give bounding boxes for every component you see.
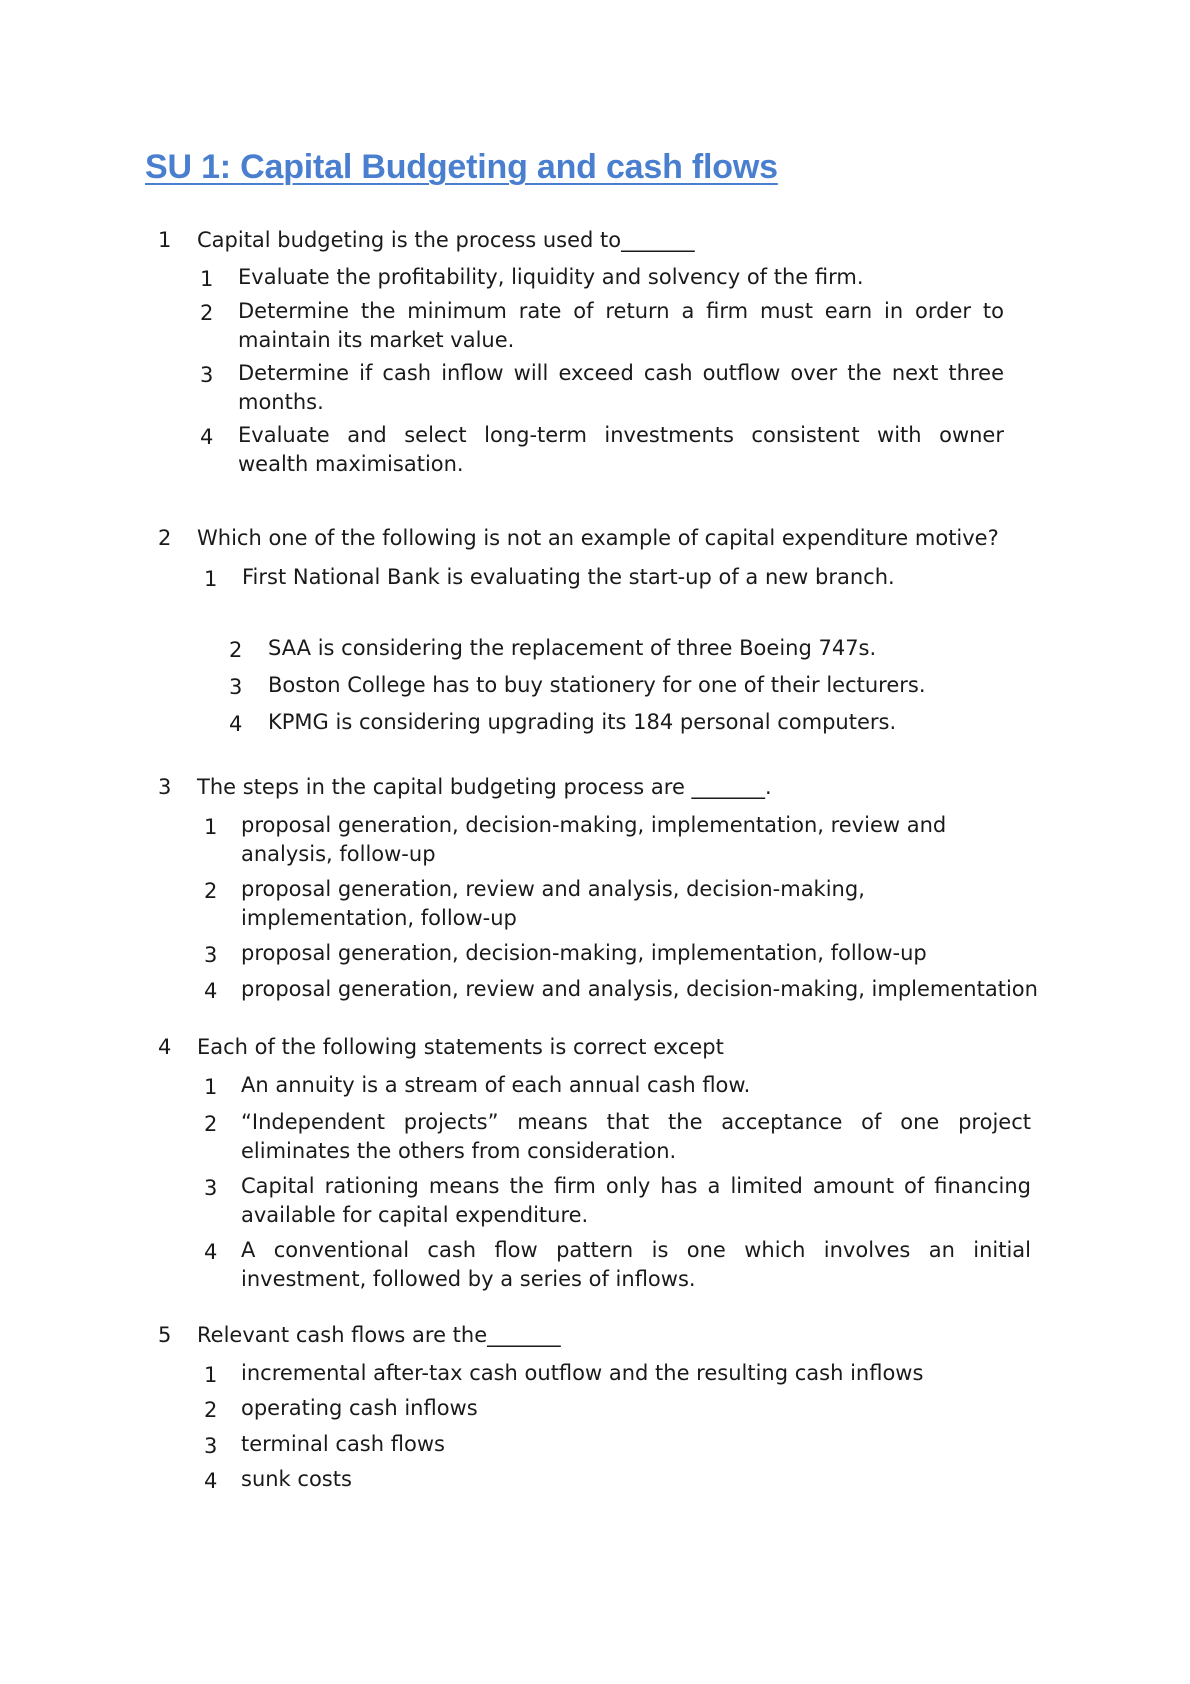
option-number: 2: [229, 638, 243, 662]
option-number: 4: [204, 979, 218, 1003]
option-number: 1: [204, 567, 218, 591]
option-number: 2: [200, 301, 214, 325]
option-text: Capital rationing means the firm only has a limited amount of financing available for capital expenditure.: [241, 1174, 1031, 1227]
option-text: sunk costs: [241, 1467, 352, 1491]
option-text: proposal generation, decision-making, implementation, follow-up: [241, 941, 927, 965]
option-text: operating cash inflows: [241, 1396, 478, 1420]
option-text: First National Bank is evaluating the start-up of a new branch.: [242, 565, 895, 589]
option-text: proposal generation, review and analysis, decision-making, implementation: [241, 977, 1038, 1001]
option-text: Evaluate and select long-term investments consistent with owner wealth maximisation.: [238, 423, 1004, 476]
question-number: 4: [158, 1035, 172, 1059]
option-text: proposal generation, decision-making, implementation, review and analysis, follow-up: [241, 813, 947, 866]
question-text: The steps in the capital budgeting process are _______.: [197, 775, 772, 799]
option-number: 4: [229, 712, 243, 736]
question-number: 2: [158, 526, 172, 550]
option-number: 4: [200, 425, 214, 449]
option-text: A conventional cash flow pattern is one which involves an initial investment, followed by a series of inflows.: [241, 1238, 1031, 1291]
option-text: KPMG is considering upgrading its 184 personal computers.: [268, 710, 897, 734]
option-text: terminal cash flows: [241, 1432, 445, 1456]
option-text: “Independent projects” means that the acceptance of one project eliminates the others from consideration.: [241, 1110, 1031, 1163]
option-number: 2: [204, 1112, 218, 1136]
option-number: 3: [204, 1176, 218, 1200]
option-number: 1: [204, 1363, 218, 1387]
option-text: SAA is considering the replacement of three Boeing 747s.: [268, 636, 877, 660]
option-text: Evaluate the profitability, liquidity and solvency of the firm.: [238, 265, 864, 289]
question-text: Capital budgeting is the process used to_______: [197, 228, 695, 252]
question-number: 1: [158, 228, 172, 252]
option-number: 1: [200, 267, 214, 291]
option-text: incremental after-tax cash outflow and the resulting cash inflows: [241, 1361, 924, 1385]
question-text: Which one of the following is not an example of capital expenditure motive?: [197, 526, 999, 550]
option-text: Determine the minimum rate of return a firm must earn in order to maintain its market value.: [238, 299, 1004, 352]
page-title: SU 1: Capital Budgeting and cash flows: [145, 148, 778, 186]
option-number: 2: [204, 1398, 218, 1422]
question-number: 3: [158, 775, 172, 799]
option-number: 2: [204, 879, 218, 903]
option-number: 1: [204, 1075, 218, 1099]
option-text: Boston College has to buy stationery for one of their lecturers.: [268, 673, 926, 697]
option-text: Determine if cash inflow will exceed cash outflow over the next three months.: [238, 361, 1004, 414]
option-number: 4: [204, 1469, 218, 1493]
option-text: proposal generation, review and analysis, decision-making, implementation, follow-up: [241, 877, 865, 930]
question-number: 5: [158, 1323, 172, 1347]
option-number: 3: [204, 943, 218, 967]
option-text: An annuity is a stream of each annual cash flow.: [241, 1073, 751, 1097]
option-number: 1: [204, 815, 218, 839]
question-text: Each of the following statements is correct except: [197, 1035, 724, 1059]
option-number: 3: [200, 363, 214, 387]
question-text: Relevant cash flows are the_______: [197, 1323, 561, 1347]
option-number: 4: [204, 1240, 218, 1264]
option-number: 3: [229, 675, 243, 699]
option-number: 3: [204, 1434, 218, 1458]
